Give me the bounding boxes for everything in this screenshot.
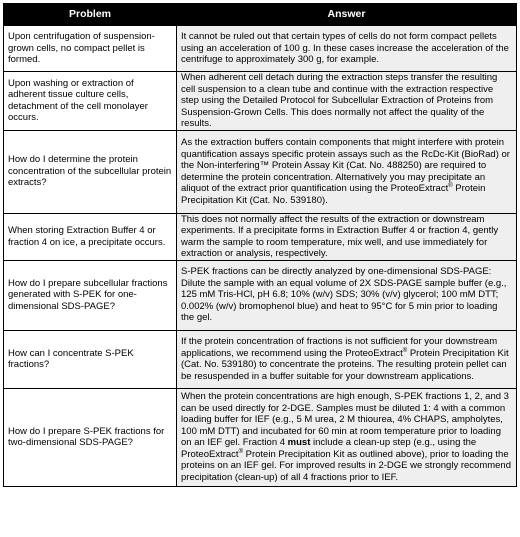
emphasis-must: must — [287, 437, 311, 448]
answer-text: Protein Precipitation Kit (Cat. No. 539180). — [181, 183, 486, 206]
answer-text: If the protein concentration of fractions is not sufficient for your downstream applications, we recommend using the ProteoExtract — [181, 336, 498, 359]
table-row — [4, 72, 517, 131]
registered-mark: ® — [448, 183, 453, 189]
table-row — [4, 26, 517, 72]
answer-text: Protein Precipitation Kit (Cat. No. 539180) to concentrate the proteins. The resulting protein pellet can be resuspended in a buffer suitable for your downstream applications. — [181, 347, 509, 382]
answer-cell — [177, 330, 517, 388]
header-row — [4, 4, 517, 26]
answer-cell: S-PEK fractions can be directly analyzed by one-dimensional SDS-PAGE: Dilute the sample with an equal volume of 2X SDS-PAGE sample buffer (e.g., 125 mM Tris-HCl, pH 6.8; 10% (w/v) SDS; 30% (v/v) glycerol; 100 mM DTT; 0.002% (w/v) bromophenol blue) and heat to 95°C for 5 min prior to loading the gel. — [177, 260, 517, 330]
answer-cell: When adherent cell detach during the extraction steps transfer the resulting cell suspension to a clean tube and continue with the extraction respective step using the Detailed Protocol for Subcellular Extraction of Proteins from Suspension-Grown Cells. This does normally not affect the quality of the results. — [177, 72, 517, 131]
problem-cell: When storing Extraction Buffer 4 or fraction 4 on ice, a precipitate occurs. — [4, 213, 177, 260]
problem-cell: How do I prepare subcellular fractions generated with S-PEK for one-dimensional SDS-PAGE? — [4, 260, 177, 330]
table-row — [4, 330, 517, 388]
table-row — [4, 130, 517, 213]
answer-text: As the extraction buffers contain components that might interfere with protein quantification assays specific protein assays such as the RcDc-Kit (BioRad) or the Non-interfering™ Protein Assay Kit (Cat. No. 488250) are required to determine the protein concentration. Alternatively you may precipitate an aliquot of the extract prior quantification using the ProteoExtract — [181, 137, 510, 194]
registered-mark: ® — [238, 448, 243, 455]
problem-cell: How do I determine the protein concentration of the subcellular protein extracts? — [4, 130, 177, 213]
table-row — [4, 388, 517, 486]
problem-column-header: Problem — [4, 4, 177, 26]
problem-cell: Upon centrifugation of suspension-grown cells, no compact pellet is formed. — [4, 26, 177, 72]
table-row — [4, 213, 517, 260]
answer-cell: It cannot be ruled out that certain types of cells do not form compact pellets using an acceleration of 100 g. In these cases increase the acceleration of the centrifuge to approximately 300 g, for example. — [177, 26, 517, 72]
answer-text: When the protein concentrations are high enough, S-PEK fractions 1, 2, and 3 can be used directly for 2-DGE. Samples must be diluted 1: 4 with a common loading buffer for IEF (e.g., 5 M urea, 2 M thiourea, 4% CHAPS, ampholytes, 100 mM DTT) and incubated for 60 min at room temperature prior to loading on an IEF gel. Fraction 4 — [181, 391, 509, 448]
faq-table — [3, 3, 517, 487]
table-row — [4, 260, 517, 330]
answer-cell: This does not normally affect the results of the extraction or downstream experiments. If a precipitate forms in Extraction Buffer 4 or fraction 4, gently warm the sample to room temperature, mix well, and use immediately for extraction or analysis, respectively. — [177, 213, 517, 260]
problem-cell: How do I prepare S-PEK fractions for two-dimensional SDS-PAGE? — [4, 388, 177, 486]
problem-cell: Upon washing or extraction of adherent tissue culture cells, detachment of the cell monolayer occurs. — [4, 72, 177, 131]
answer-column-header: Answer — [177, 4, 517, 26]
answer-text: Protein Precipitation Kit as outlined above), prior to loading the proteins on an IEF gel. For improved results in 2-DGE we strongly recommend precipitation (clean-up) of all 4 fractions prior to IEF. — [181, 448, 511, 483]
registered-mark: ® — [402, 347, 408, 354]
problem-cell: How can I concentrate S-PEK fractions? — [4, 330, 177, 388]
answer-cell — [177, 130, 517, 213]
answer-cell — [177, 388, 517, 486]
answer-text: include a clean-up step (e.g., using the ProteoExtract — [181, 437, 477, 460]
